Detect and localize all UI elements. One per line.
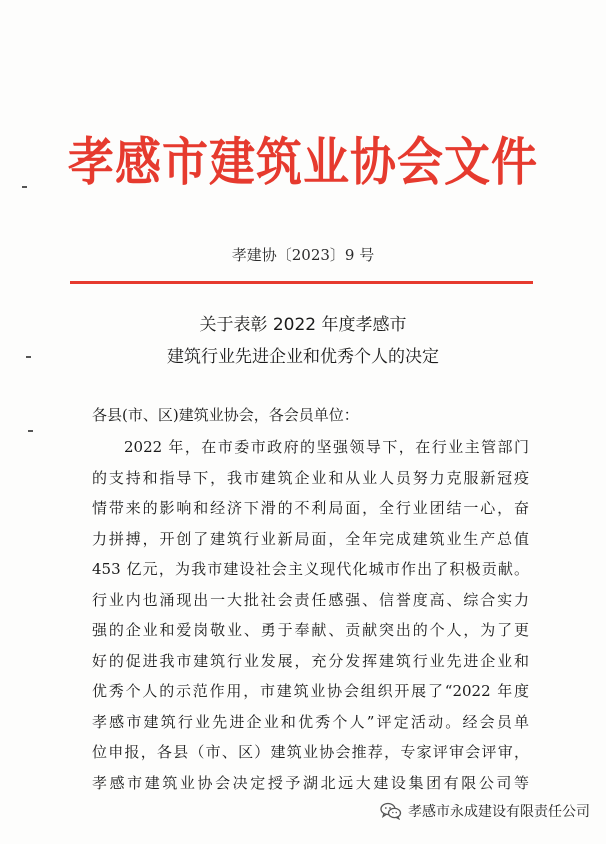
body-line: 孝感市建筑业协会决定授予湖北远大建设集团有限公司等	[92, 774, 529, 792]
subject-line-1: 关于表彰 2022 年度孝感市	[199, 315, 407, 335]
subject-line-2: 建筑行业先进企业和优秀个人的决定	[167, 347, 439, 367]
body-line: 位申报，各县（市、区）建筑业协会推荐，专家评审会评审，	[92, 743, 529, 761]
wechat-icon	[380, 802, 402, 820]
scan-margin-mark	[22, 186, 27, 188]
body-line: 力拼搏，开创了建筑行业新局面，全年完成建筑业生产总值	[92, 530, 529, 548]
body-line: 情带来的影响和经济下滑的不利局面，全行业团结一心，奋	[92, 499, 529, 517]
body-line: 孝感市建筑行业先进企业和优秀个人”评定活动。经会员单	[92, 713, 529, 731]
body-line: 优秀个人的示范作用，市建筑业协会组织开展了“2022 年度	[92, 682, 529, 700]
body-line: 行业内也涌现出一大批社会责任感强、信誉度高、综合实力	[92, 591, 529, 609]
scan-margin-mark	[26, 356, 31, 358]
watermark	[380, 801, 590, 821]
header-divider	[70, 281, 533, 284]
body-line: 的支持和指导下，我市建筑企业和从业人员努力克服新冠疫	[92, 469, 529, 487]
body-line: 好的促进我市建筑行业发展，充分发挥建筑行业先进企业和	[92, 652, 529, 670]
salutation: 各县(市、区)建筑业协会，各会员单位：	[92, 406, 359, 424]
document-header-title: 孝感市建筑业协会文件	[68, 132, 538, 193]
watermark-text: 孝感市永成建设有限责任公司	[408, 804, 590, 820]
body-line: 453 亿元，为我市建设社会主义现代化城市作出了积极贡献。	[92, 560, 529, 578]
scan-margin-mark	[28, 430, 33, 432]
document-number: 孝建协〔2023〕9 号	[231, 246, 375, 264]
body-line: 强的企业和爱岗敬业、勇于奉献、贡献突出的个人，为了更	[92, 621, 529, 639]
body-line: 2022 年，在市委市政府的坚强领导下，在行业主管部门	[124, 438, 529, 456]
